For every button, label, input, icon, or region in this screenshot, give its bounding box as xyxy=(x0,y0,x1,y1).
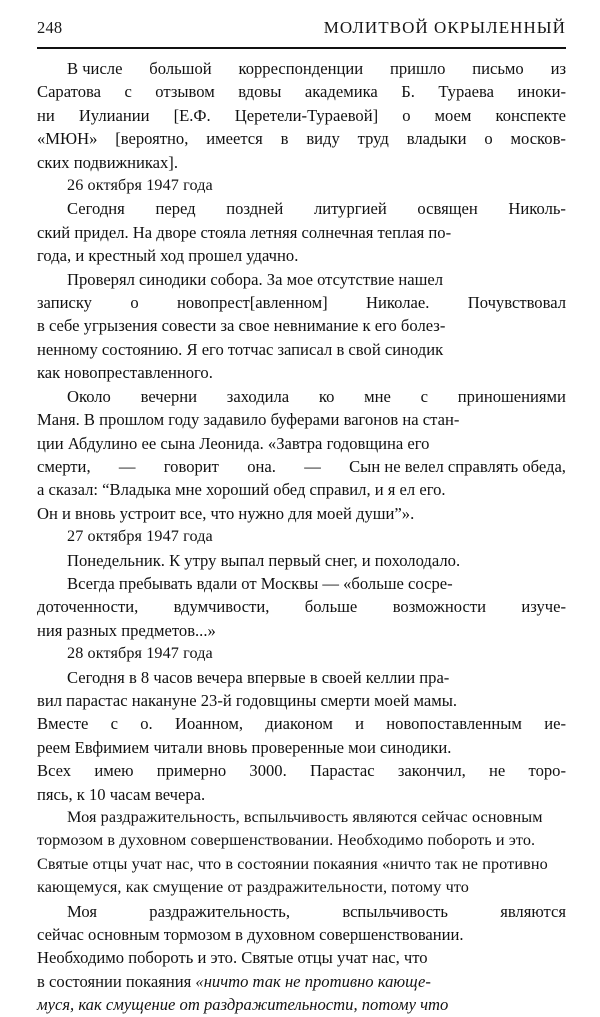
text-line: Сегодня перед поздней литургией освящен Николь- xyxy=(67,199,566,219)
text-line: как новопреставленного. xyxy=(37,363,213,383)
text-line: Он и вновь устроит все, что нужно для моей души”». xyxy=(37,503,415,523)
text-line: В числе большой корреспонденции пришло письмо из xyxy=(67,59,566,78)
text-line: Сегодня в 8 часов вечера впервые в своей келлии пра- xyxy=(67,667,450,687)
quote-italic: «ничто так не противно кающе- xyxy=(195,971,431,991)
date-heading: 27 октября 1947 года xyxy=(67,527,213,546)
paragraph xyxy=(37,197,566,267)
text-line: ния разных предметов...» xyxy=(37,620,216,640)
text-line: Моя раздражительность, вспыльчивость являются xyxy=(67,901,566,921)
text-line: сейчас основным тормозом в духовном совершенствовании. xyxy=(37,925,464,945)
page-number: 248 xyxy=(37,18,63,37)
text-line: Маня. В прошлом году задавило буферами вагонов на стан- xyxy=(37,410,460,430)
text-line: ции Абдулино ее сына Леонида. «Завтра годовщина его xyxy=(37,433,430,453)
text-line: в себе угрызения совести за свое невнимание к его болез- xyxy=(37,316,446,336)
text-line: пясь, к 10 часам вечера. xyxy=(37,784,206,804)
text-line: ненному состоянию. Я его тотчас записал в свой синодик xyxy=(37,339,444,359)
text-line: Необходимо побороть и это. Святые отцы учат нас, что xyxy=(37,948,428,968)
text-line xyxy=(37,993,566,1016)
text-line: Около вечерни заходила ко мне с приношениями xyxy=(67,386,566,406)
text-line: ских подвижниках]. xyxy=(37,152,178,172)
text-line: ни Иулиании [Е.Ф. Церетели-Тураевой] о моем конспекте xyxy=(37,105,566,125)
paragraph xyxy=(37,900,566,1017)
text-line: вил парастас накануне 23-й годовщины смерти моей мамы. xyxy=(37,690,458,710)
text-line: смерти, — говорит она. — Сын не велел справлять обеда, xyxy=(37,456,566,476)
text-line: Вместе с о. Иоанном, диаконом и новопоставленным ие- xyxy=(37,714,566,734)
paragraph xyxy=(37,385,566,525)
paragraph xyxy=(37,57,566,174)
date-heading: Моя раздражительность, вспыльчивость являются сейчас основным тормозом в духовном совершенствовании. Необходимо побороть и это. Святые отцы учат нас, что в состоянии покаяния «ничто так не противно кающемуся, как смущение от раздражительности, потому что xyxy=(37,808,548,897)
date-heading: 28 октября 1947 года xyxy=(67,644,213,663)
text-line: а сказал: “Владыка мне хороший обед справил, и я ел его. xyxy=(37,480,446,500)
running-title: МОЛИТВОЙ ОКРЫЛЕННЫЙ xyxy=(323,18,566,37)
text-line: Саратова с отзывом вдовы академика Б. Тураева иноки- xyxy=(37,82,566,102)
header-rule xyxy=(37,47,566,49)
text-line: реем Евфимием читали вновь проверенные мои синодики. xyxy=(37,737,452,757)
text-line: Понедельник. К утру выпал первый снег, и похолодало. xyxy=(67,550,461,570)
quote-italic: муся, как смущение от раздражительности, потому что xyxy=(37,995,449,1015)
paragraph xyxy=(37,666,566,806)
body-text xyxy=(37,57,566,1017)
running-head xyxy=(37,18,566,44)
text-line: года, и крестный ход прошел удачно. xyxy=(37,246,299,266)
date-heading: 26 октября 1947 года xyxy=(67,176,213,195)
text-line: Всегда пребывать вдали от Москвы — «больше сосре- xyxy=(67,573,453,593)
text-line: «МЮН» [вероятно, имеется в виду труд владыки о москов- xyxy=(37,129,566,149)
paragraph xyxy=(37,572,566,642)
text-line: ский придел. На дворе стояла летняя солнечная теплая по- xyxy=(37,222,452,242)
paragraph xyxy=(37,268,566,385)
text-line: записку о новопрест[авленном] Николае. Почувствовал xyxy=(37,293,566,313)
text-line: в состоянии покаяния «ничто так не противно кающе- xyxy=(37,971,431,991)
text-line: Проверял синодики собора. За мое отсутствие нашел xyxy=(67,269,444,289)
paragraph xyxy=(37,549,566,572)
text-line: доточенности, вдумчивости, больше возможности изуче- xyxy=(37,597,566,617)
text-line: Всех имею примерно 3000. Парастас закончил, не торо- xyxy=(37,761,566,781)
